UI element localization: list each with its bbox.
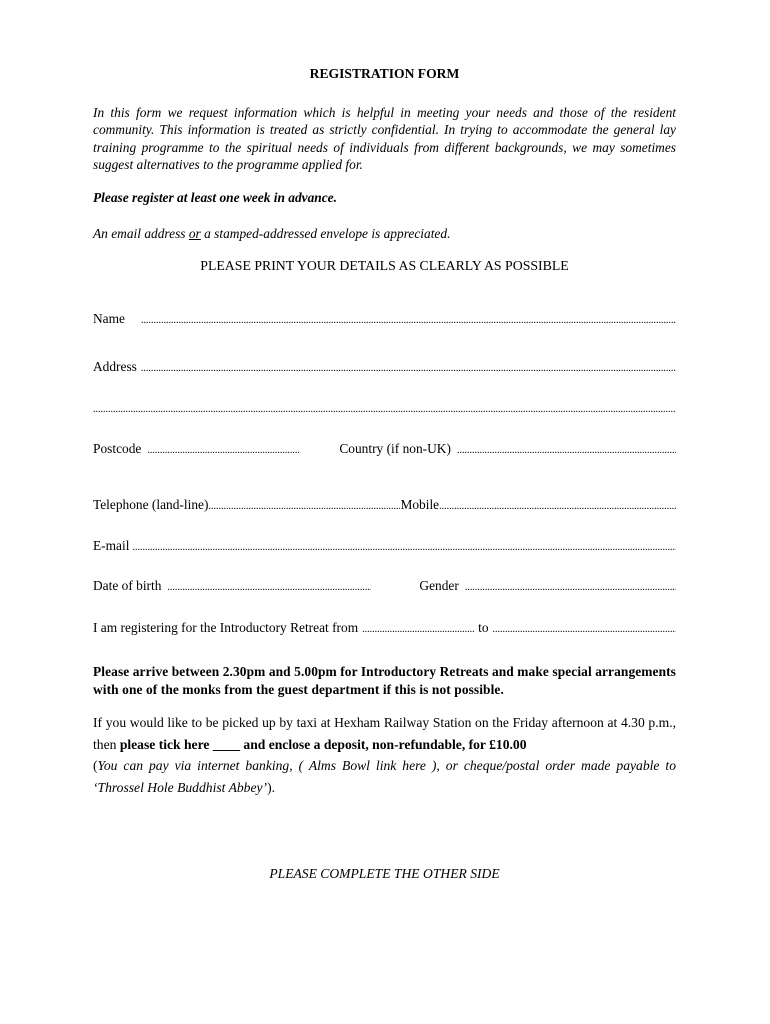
mobile-field[interactable] <box>439 497 676 513</box>
gender-field[interactable] <box>465 578 676 594</box>
name-label: Name <box>93 311 125 326</box>
retreat-from-field[interactable] <box>362 620 474 636</box>
advance-notice: Please register at least one week in advance. <box>93 190 337 205</box>
gender-label: Gender <box>419 578 459 593</box>
intro-paragraph: In this form we request information which is helpful in meeting your needs and those of the resident community. This information is treated as strictly confidential. In trying to accommodate the general lay training programme to the spiritual needs of individuals from different backgrounds, we may sometimes suggest alternatives to the programme applied for. <box>93 105 676 173</box>
country-label: Country (if non-UK) <box>339 441 451 456</box>
registration-form-page <box>93 0 676 1024</box>
arrival-notice: Please arrive between 2.30pm and 5.00pm for Introductory Retreats and make special arrangements with one of the monks from the guest department if this is not possible. <box>93 664 676 697</box>
postcode-label: Postcode <box>93 441 142 456</box>
complete-other-side-note: PLEASE COMPLETE THE OTHER SIDE <box>269 866 500 881</box>
taxi-tick-instruction[interactable]: please tick here ____ and enclose a deposit, non-refundable, for £10.00 <box>119 736 527 752</box>
taxi-text: If you would like to be picked up by taxi at Hexham Railway Station on the Friday afternoon at 4.30 p.m., then <box>93 715 676 752</box>
retreat-dates-row <box>93 620 676 636</box>
print-instruction: PLEASE PRINT YOUR DETAILS AS CLEARLY AS POSSIBLE <box>200 258 569 273</box>
retreat-to-field[interactable] <box>493 620 676 636</box>
address-field[interactable] <box>141 359 676 375</box>
email-field[interactable] <box>132 538 676 554</box>
dob-field[interactable] <box>167 578 371 594</box>
mobile-label: Mobile <box>400 497 440 512</box>
name-row <box>93 311 676 327</box>
postcode-field[interactable] <box>147 441 299 457</box>
envelope-note-or: or <box>188 226 201 241</box>
telephone-field[interactable] <box>208 497 400 513</box>
dob-gender-row <box>93 578 676 594</box>
address-field-line-2[interactable] <box>93 400 676 416</box>
retreat-label: I am registering for the Introductory Retreat from <box>93 620 359 635</box>
postcode-country-row <box>93 441 676 457</box>
email-label: E-mail <box>93 538 130 553</box>
envelope-note <box>93 226 450 242</box>
address-row <box>93 359 676 375</box>
payment-close: ). <box>267 779 275 795</box>
retreat-to-label: to <box>478 620 489 635</box>
telephone-label: Telephone (land-line) <box>93 497 209 512</box>
envelope-note-end: a stamped-addressed envelope is appreciated. <box>200 226 451 241</box>
email-row <box>93 538 676 554</box>
name-field[interactable] <box>141 311 676 327</box>
payment-note: You can pay via internet banking, ( Alms Bowl link here ), or cheque/postal order made payable to ‘Throssel Hole Buddhist Abbey’ <box>93 758 676 795</box>
dob-label: Date of birth <box>93 578 162 593</box>
form-title: REGISTRATION FORM <box>309 66 460 81</box>
payment-open: ( <box>93 758 98 773</box>
telephone-row <box>93 497 676 513</box>
envelope-note-start: An email address <box>93 226 189 241</box>
address-row-2 <box>93 400 676 416</box>
country-field[interactable] <box>457 441 676 457</box>
taxi-paragraph <box>93 712 676 798</box>
address-label: Address <box>93 359 137 374</box>
